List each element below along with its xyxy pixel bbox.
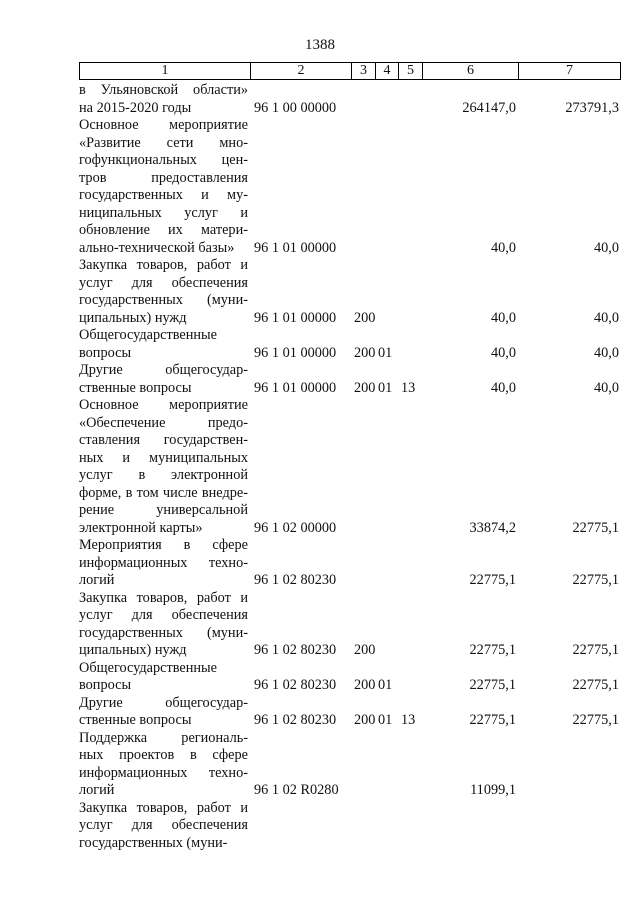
table-row (79, 82, 621, 117)
row-code: 96 1 00 00000 (254, 99, 337, 116)
row-name-line: информационных техно- (79, 764, 248, 781)
row-value-6: 40,0 (490, 309, 516, 326)
row-col-3: 200 (354, 642, 376, 658)
row-name-line: логий (79, 782, 115, 798)
header-col-2: 2 (251, 63, 352, 79)
row-name-line: рение универсальной (79, 502, 248, 518)
row-name-line: вопросы (79, 677, 132, 693)
row-name-line: государственных и му- (79, 187, 248, 203)
row-value-6: 22775,1 (469, 712, 516, 728)
row-name-line: Поддержка региональ- (79, 729, 248, 746)
row-value-7: 22775,1 (572, 677, 619, 693)
row-name-line: Общегосударственные (79, 659, 217, 676)
row-name-line: Мероприятия в сфере (79, 537, 248, 553)
row-col-3: 200 (354, 379, 376, 396)
row-name-line: Общегосударственные (79, 327, 217, 343)
row-name-line: обновление их матери- (79, 222, 248, 238)
row-name-line: ставления государствен- (79, 432, 248, 448)
header-col-3: 3 (352, 63, 376, 79)
row-name-line: ально-технической базы» (79, 239, 235, 256)
row-name-line: ных проектов в сфере (79, 747, 248, 763)
table-body (79, 82, 621, 852)
row-value-7: 40,0 (593, 379, 619, 396)
row-name-line: ципальных) нужд (79, 309, 187, 326)
row-name-line: государственных (муни- (79, 624, 248, 641)
row-name (79, 695, 250, 730)
row-value-7: 22775,1 (572, 572, 619, 588)
row-value-6: 40,0 (490, 344, 516, 361)
row-value-6: 40,0 (490, 239, 516, 256)
table-row (79, 397, 621, 537)
row-value-7: 40,0 (593, 239, 619, 256)
row-name (79, 660, 250, 695)
row-value-7: 22775,1 (572, 712, 619, 728)
row-col-4: 01 (378, 677, 393, 693)
header-col-1: 1 (80, 63, 251, 79)
row-name-line: Основное мероприятие (79, 117, 248, 133)
row-col-3: 200 (354, 712, 376, 728)
row-code: 96 1 01 00000 (254, 239, 337, 256)
row-name (79, 537, 250, 590)
row-name-line: электронной карты» (79, 519, 203, 536)
row-name-line: «Развитие сети мно- (79, 134, 248, 151)
row-name (79, 397, 250, 537)
row-col-5: 13 (401, 379, 416, 396)
header-col-5: 5 (399, 63, 423, 79)
row-code: 96 1 02 00000 (254, 519, 337, 536)
row-name-line: «Обеспечение предо- (79, 414, 248, 431)
row-value-6: 40,0 (490, 379, 516, 396)
page-number: 1388 (305, 37, 335, 53)
table-row (79, 800, 621, 853)
header-col-6: 6 (423, 63, 519, 79)
row-code: 96 1 01 00000 (254, 379, 337, 396)
table-row (79, 537, 621, 590)
row-code: 96 1 01 00000 (254, 344, 337, 361)
table-row (79, 660, 621, 695)
row-name-line: государственных (муни- (79, 834, 228, 851)
row-name (79, 730, 250, 800)
row-name (79, 117, 250, 257)
row-code: 96 1 02 R0280 (254, 782, 339, 798)
row-name-line: услуг для обеспечения (79, 607, 248, 623)
row-name (79, 800, 250, 853)
row-name-line: тров предоставления (79, 169, 248, 186)
table-row (79, 695, 621, 730)
row-name-line: на 2015-2020 годы (79, 99, 192, 116)
row-value-6: 264147,0 (462, 99, 516, 116)
row-name-line: Закупка товаров, работ и (79, 589, 248, 606)
row-value-6: 33874,2 (469, 519, 516, 536)
row-value-7: 22775,1 (572, 519, 619, 536)
row-value-7: 40,0 (593, 309, 619, 326)
table-row (79, 730, 621, 800)
row-name (79, 257, 250, 327)
row-name-line: Другие общегосудар- (79, 694, 248, 711)
row-name-line: ственные вопросы (79, 379, 192, 396)
row-name (79, 327, 250, 362)
table-row (79, 362, 621, 397)
row-value-6: 22775,1 (469, 642, 516, 658)
row-value-7: 22775,1 (572, 642, 619, 658)
row-col-3: 200 (354, 344, 376, 361)
row-col-4: 01 (378, 379, 393, 396)
row-name-line: гофункциональных цен- (79, 152, 248, 168)
row-name-line: Основное мероприятие (79, 397, 248, 413)
table-row (79, 327, 621, 362)
row-name-line: Закупка товаров, работ и (79, 799, 248, 816)
row-col-4: 01 (378, 712, 393, 728)
row-name-line: государственных (муни- (79, 292, 248, 308)
row-name-line: ных и муниципальных (79, 449, 248, 466)
row-value-6: 11099,1 (470, 782, 516, 798)
row-name-line: ципальных) нужд (79, 642, 187, 658)
row-value-7: 40,0 (593, 344, 619, 361)
row-name (79, 82, 250, 117)
row-col-5: 13 (401, 712, 416, 728)
row-code: 96 1 02 80230 (254, 677, 337, 693)
row-name-line: ственные вопросы (79, 712, 192, 728)
header-col-4: 4 (376, 63, 399, 79)
row-name (79, 362, 250, 397)
table-row (79, 590, 621, 660)
row-code: 96 1 01 00000 (254, 309, 337, 326)
row-name-line: форме, в том числе внедре- (79, 484, 248, 501)
row-code: 96 1 02 80230 (254, 712, 337, 728)
row-name-line: логий (79, 572, 115, 588)
row-name-line: в Ульяновской области» (79, 82, 248, 98)
row-code: 96 1 02 80230 (254, 572, 337, 588)
row-name-line: ниципальных услуг и (79, 204, 248, 221)
row-name-line: Другие общегосудар- (79, 362, 248, 378)
row-name (79, 590, 250, 660)
row-value-7: 273791,3 (565, 99, 619, 116)
header-col-7: 7 (566, 63, 573, 78)
table-row (79, 117, 621, 257)
row-name-line: услуг для обеспечения (79, 274, 248, 291)
row-name-line: услуг в электронной (79, 467, 248, 483)
row-name-line: вопросы (79, 344, 132, 361)
row-value-6: 22775,1 (469, 677, 516, 693)
row-name-line: услуг для обеспечения (79, 817, 248, 833)
row-name-line: Закупка товаров, работ и (79, 257, 248, 273)
table-row (79, 257, 621, 327)
row-code: 96 1 02 80230 (254, 642, 337, 658)
row-col-4: 01 (378, 344, 393, 361)
row-col-3: 200 (354, 677, 376, 693)
table-header (79, 62, 621, 80)
row-name-line: информационных техно- (79, 554, 248, 571)
row-col-3: 200 (354, 309, 376, 326)
row-value-6: 22775,1 (469, 572, 516, 588)
